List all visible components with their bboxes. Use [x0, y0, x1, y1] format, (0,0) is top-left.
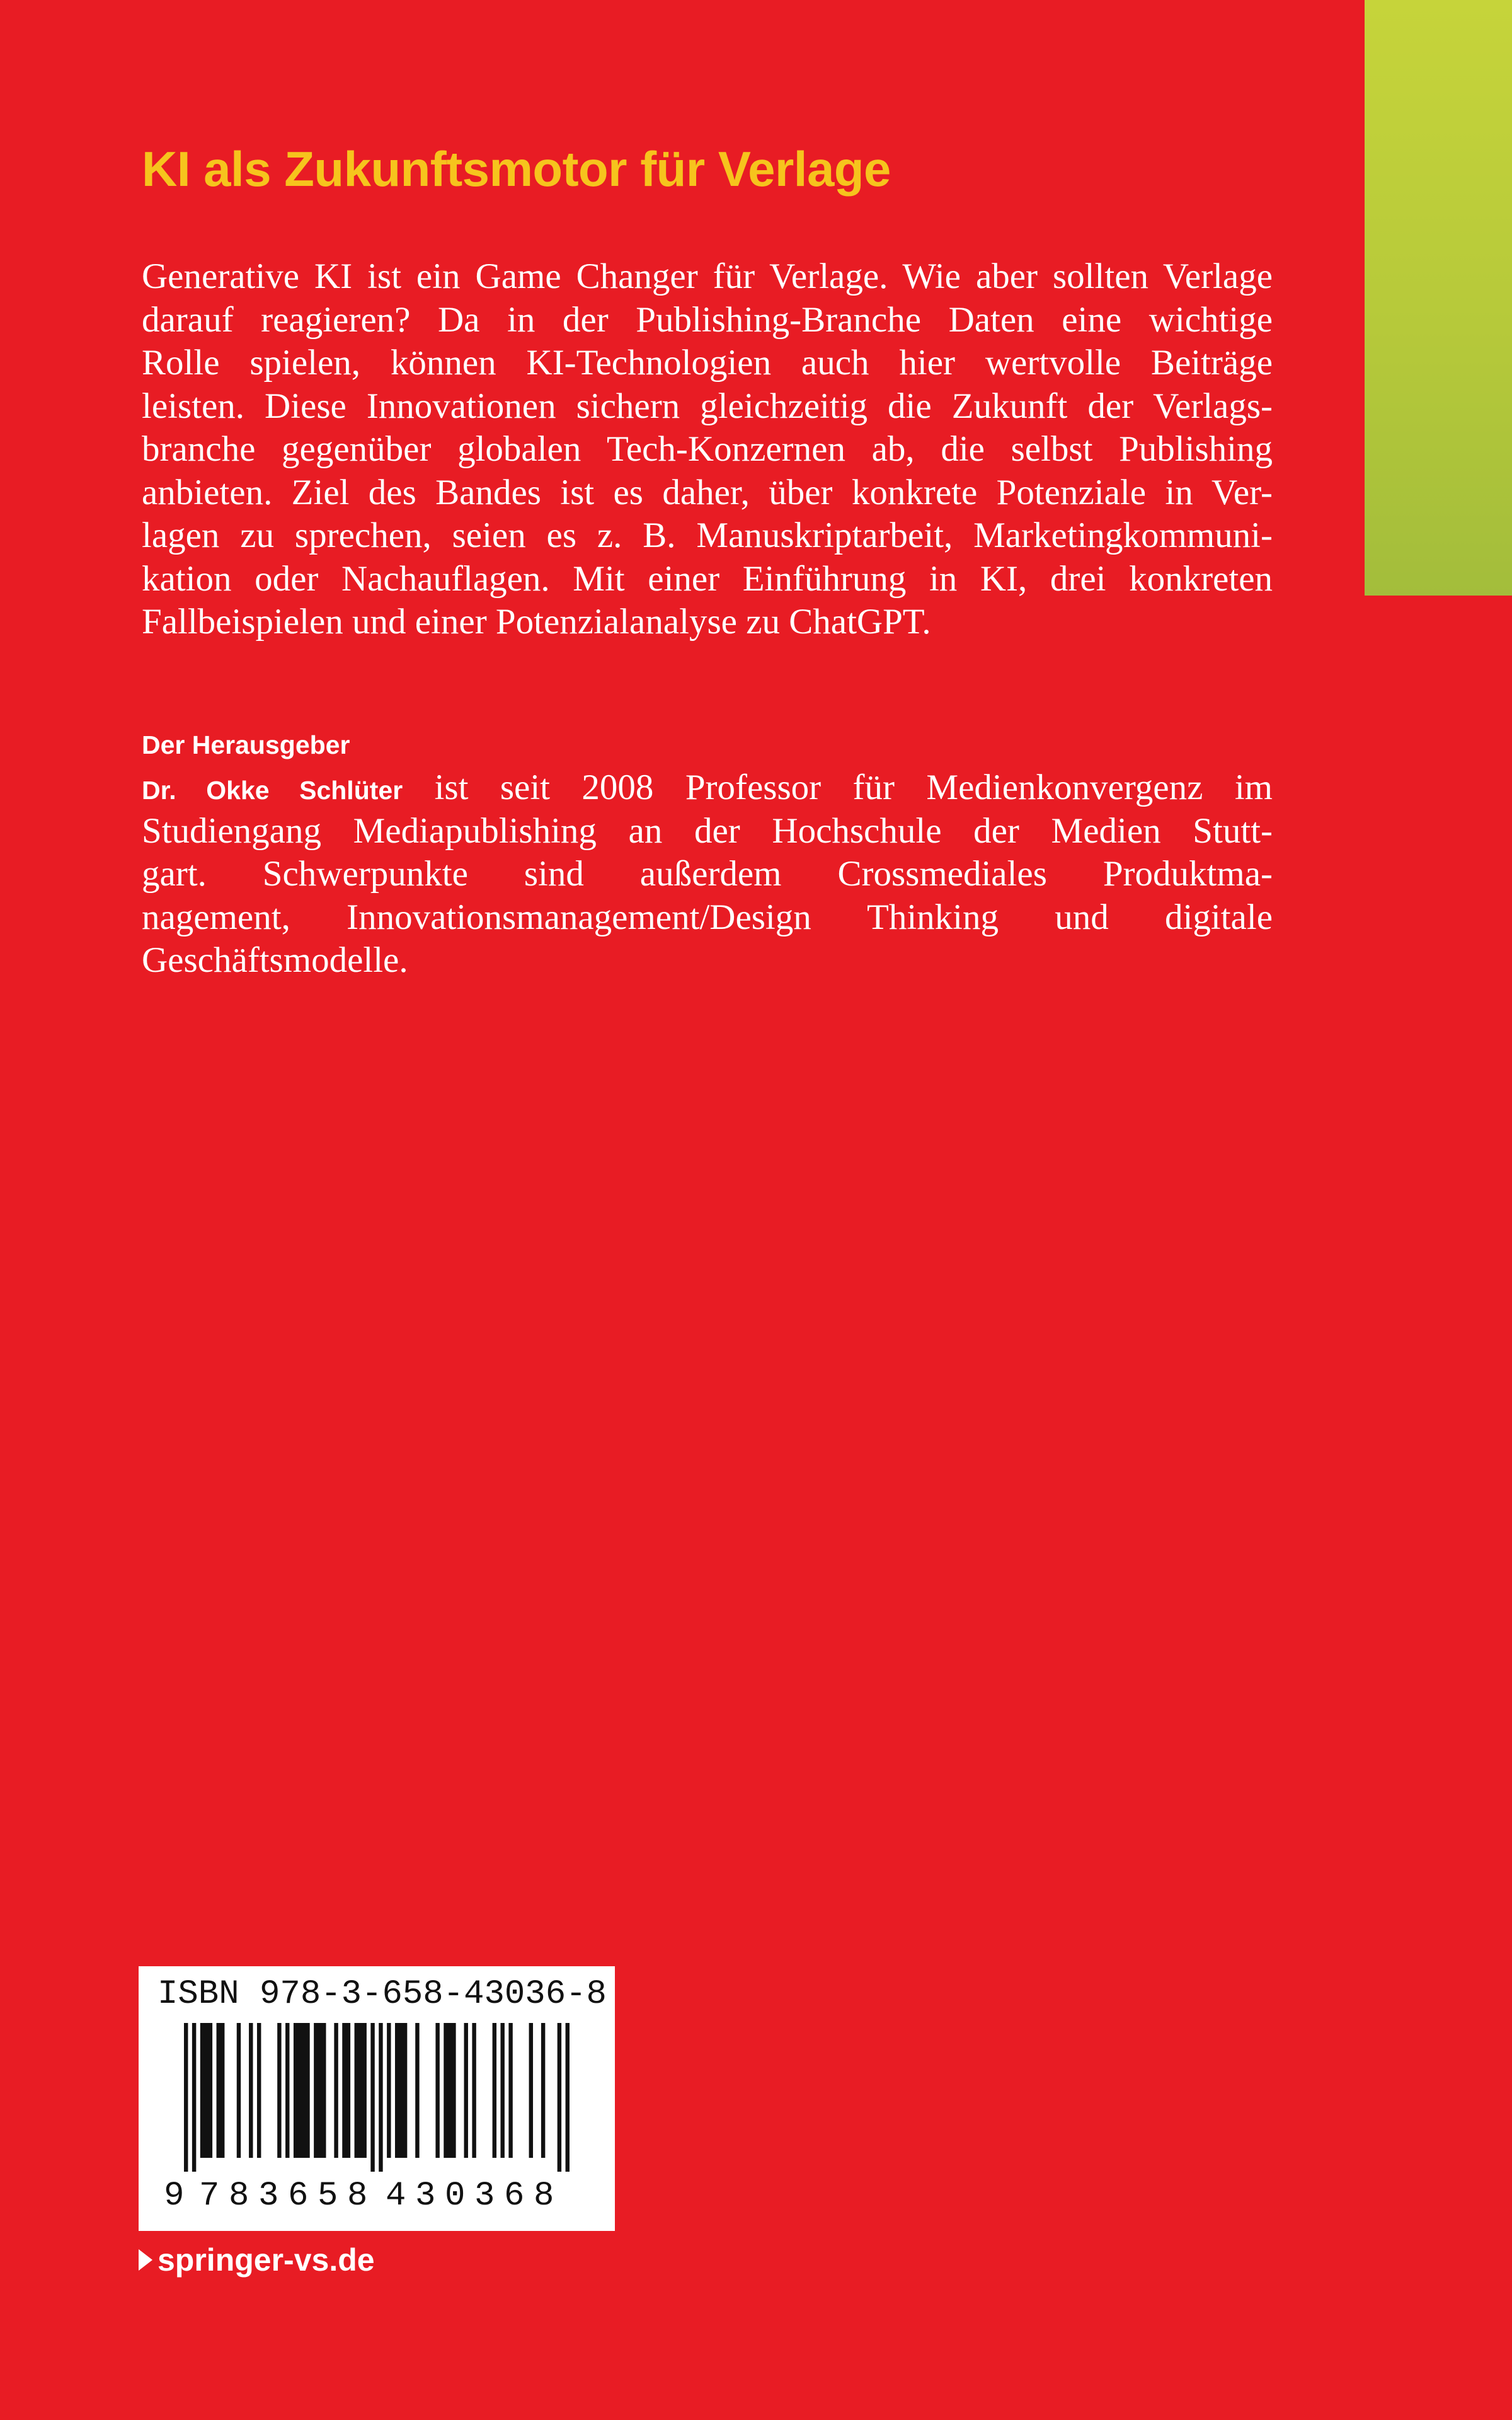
bio-text: ist seit 2008 Professor für Medienkonvergenz im [403, 768, 1273, 807]
barcode-bar [566, 2023, 570, 2172]
blurb-paragraph [142, 255, 1273, 644]
isbn-barcode-box [139, 1966, 615, 2231]
barcode-digit: 9 [164, 2177, 185, 2215]
barcode-bar [493, 2023, 496, 2158]
spine-accent-band [1365, 0, 1512, 596]
barcode-bar [285, 2023, 289, 2158]
barcode-bar [415, 2023, 419, 2158]
barcode-digit: 3 [258, 2177, 279, 2215]
isbn-label: ISBN 978-3-658-43036-8 [158, 1975, 607, 2014]
barcode [184, 2023, 570, 2172]
book-title: KI als Zukunftsmotor für Verlage [142, 141, 891, 197]
barcode-bar [314, 2023, 326, 2158]
bio-line: nagement, Innovationsmanagement/Design Thinking und digitale [142, 897, 1273, 937]
barcode-bar [249, 2023, 253, 2158]
barcode-bar [294, 2023, 310, 2158]
blurb-line: Generative KI ist ein Game Changer für Verlage. Wie aber sollten Verlage [142, 256, 1273, 296]
blurb-line: branche gegenüber globalen Tech-Konzernen ab, die selbst Publishing [142, 429, 1273, 469]
blurb-line: Fallbeispielen und einer Potenzialanalyse zu ChatGPT. [142, 602, 931, 642]
blurb-line: anbieten. Ziel des Bandes ist es daher, über konkrete Potenziale in Ver- [142, 472, 1273, 512]
barcode-digit: 8 [229, 2177, 249, 2215]
publisher-link[interactable] [139, 2235, 375, 2285]
barcode-bar [217, 2023, 225, 2158]
barcode-digit: 4 [386, 2177, 406, 2215]
barcode-bar [277, 2023, 281, 2158]
barcode-bar [444, 2023, 455, 2158]
barcode-bar [395, 2023, 407, 2158]
bio-line: gart. Schwerpunkte sind außerdem Crossmediales Produktma- [142, 854, 1273, 894]
barcode-digit: 3 [474, 2177, 495, 2215]
arrow-right-icon [139, 2249, 152, 2271]
barcode-digit: 6 [504, 2177, 525, 2215]
barcode-bar [472, 2023, 476, 2158]
barcode-bar [370, 2023, 374, 2172]
barcode-bar [558, 2023, 561, 2172]
barcode-bar [355, 2023, 367, 2158]
barcode-bar [508, 2023, 512, 2158]
barcode-bar [529, 2023, 533, 2158]
barcode-bar [541, 2023, 545, 2158]
blurb-line: lagen zu sprechen, seien es z. B. Manuskriptarbeit, Marketingkommuni- [142, 516, 1273, 555]
barcode-bar [184, 2023, 188, 2172]
barcode-digit: 8 [534, 2177, 554, 2215]
editor-heading: Der Herausgeber [142, 730, 350, 759]
blurb-line: kation oder Nachauflagen. Mit einer Einführung in KI, drei konkreten [142, 558, 1273, 599]
blurb-line: leisten. Diese Innovationen sichern gleichzeitig die Zukunft der Verlags- [142, 386, 1273, 426]
barcode-bar [379, 2023, 382, 2172]
bio-line: Geschäftsmodelle. [142, 940, 408, 980]
barcode-bar [435, 2023, 439, 2158]
editor-name: Dr. Okke Schlüter [142, 776, 403, 805]
editor-bio [142, 766, 1273, 982]
barcode-bar [334, 2023, 338, 2158]
publisher-url: springer-vs.de [158, 2242, 375, 2278]
barcode-digit: 6 [288, 2177, 309, 2215]
barcode-digit: 7 [199, 2177, 220, 2215]
barcode-bar [192, 2023, 196, 2172]
bio-line: Studiengang Mediapublishing an der Hochschule der Medien Stutt- [142, 810, 1273, 851]
barcode-bar [464, 2023, 468, 2158]
blurb-line: Rolle spielen, können KI-Technologien auch hier wertvolle Beiträge [142, 343, 1273, 383]
barcode-bar [200, 2023, 212, 2158]
barcode-digit: 3 [415, 2177, 436, 2215]
barcode-bar [257, 2023, 261, 2158]
barcode-digit: 5 [318, 2177, 338, 2215]
barcode-digit: 0 [445, 2177, 466, 2215]
barcode-bar [500, 2023, 504, 2158]
barcode-bar [237, 2023, 241, 2158]
barcode-digit: 8 [347, 2177, 368, 2215]
barcode-digits [164, 2174, 590, 2218]
barcode-bar [342, 2023, 350, 2158]
blurb-line: darauf reagieren? Da in der Publishing-Branche Daten eine wichtige [142, 299, 1273, 340]
barcode-bar [387, 2023, 391, 2158]
bio-line [142, 766, 1273, 810]
